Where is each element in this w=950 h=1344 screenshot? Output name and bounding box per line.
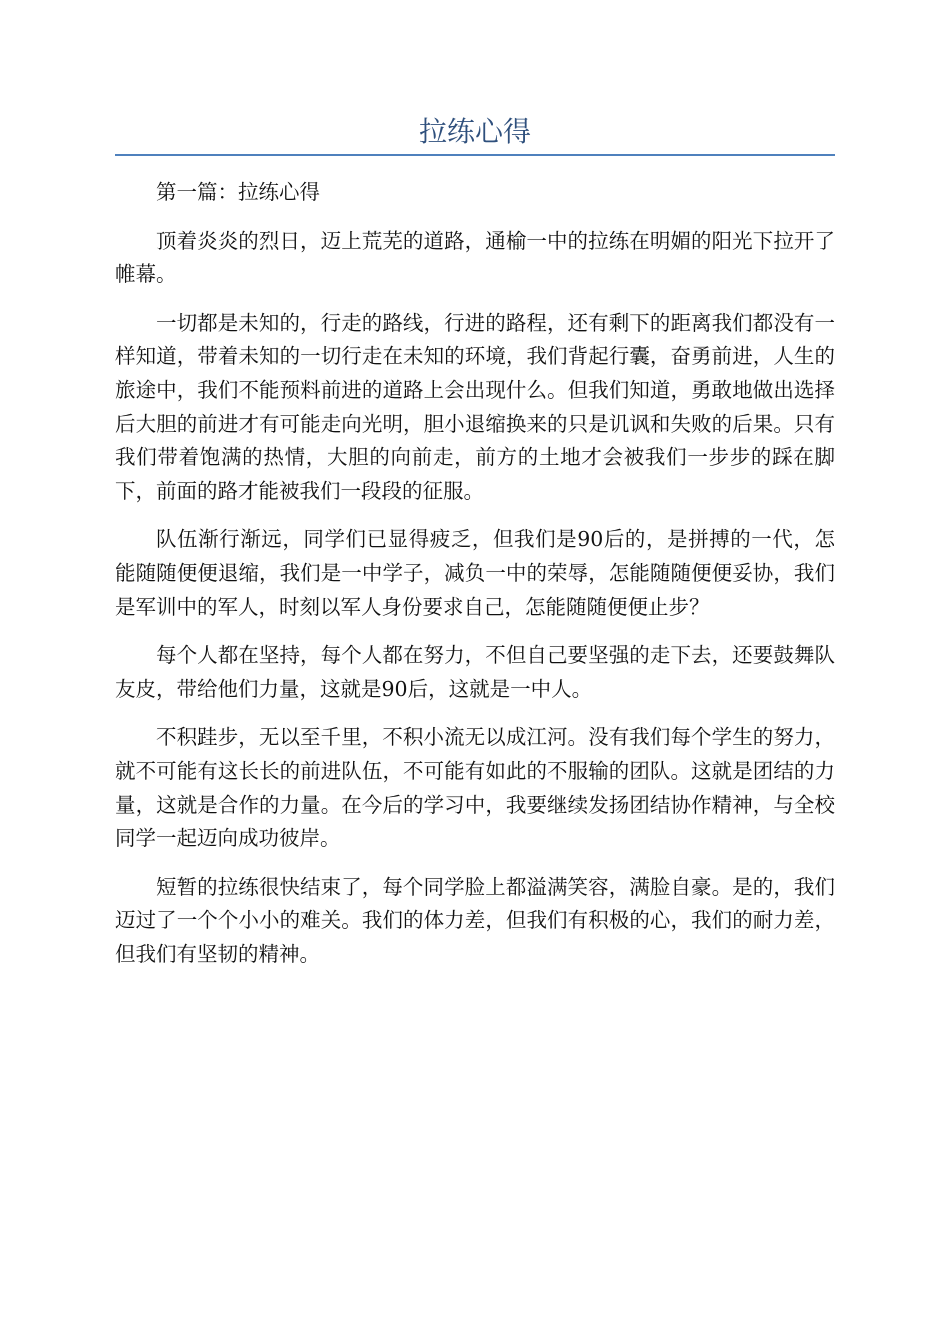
paragraph: 不积跬步，无以至千里，不积小流无以成江河。没有我们每个学生的努力，就不可能有这长长的前进队伍，不可能有如此的不服输的团队。这就是团结的力量，这就是合作的力量。在今后的学习中，我要继续发扬团结协作精神，与全校同学一起迈向成功彼岸。 <box>115 725 835 851</box>
paragraph: 每个人都在坚持，每个人都在努力，不但自己要坚强的走下去，还要鼓舞队友皮，带给他们力量，这就是90后，这就是一中人。 <box>115 643 835 701</box>
paragraph: 一切都是未知的，行走的路线，行进的路程，还有剩下的距离我们都没有一样知道，带着未知的一切行走在未知的环境，我们背起行囊，奋勇前进，人生的旅途中，我们不能预料前进的道路上会出现什么。但我们知道，勇敢地做出选择后大胆的前进才有可能走向光明，胆小退缩换来的只是讥讽和失败的后果。只有我们带着饱满的热情，大胆的向前走，前方的土地才会被我们一步步的踩在脚下，前面的路才能被我们一段段的征服。 <box>115 310 835 503</box>
document-title: 拉练心得 <box>418 115 531 148</box>
document-body <box>115 176 835 986</box>
section-heading: 第一篇：拉练心得 <box>156 180 320 204</box>
title-underline <box>115 154 835 156</box>
paragraph: 顶着炎炎的烈日，迈上荒芜的道路，通榆一中的拉练在明媚的阳光下拉开了帷幕。 <box>115 228 835 287</box>
paragraph: 短暂的拉练很快结束了，每个同学脸上都溢满笑容，满脸自豪。是的，我们迈过了一个个小小的难关。我们的体力差，但我们有积极的心，我们的耐力差，但我们有坚韧的精神。 <box>115 874 835 966</box>
paragraph: 队伍渐行渐远，同学们已显得疲乏，但我们是90后的，是拼搏的一代，怎能随随便便退缩，我们是一中学子，减负一中的荣辱，怎能随随便便妥协，我们是军训中的军人，时刻以军人身份要求自己，怎能随随便便止步？ <box>115 527 835 619</box>
